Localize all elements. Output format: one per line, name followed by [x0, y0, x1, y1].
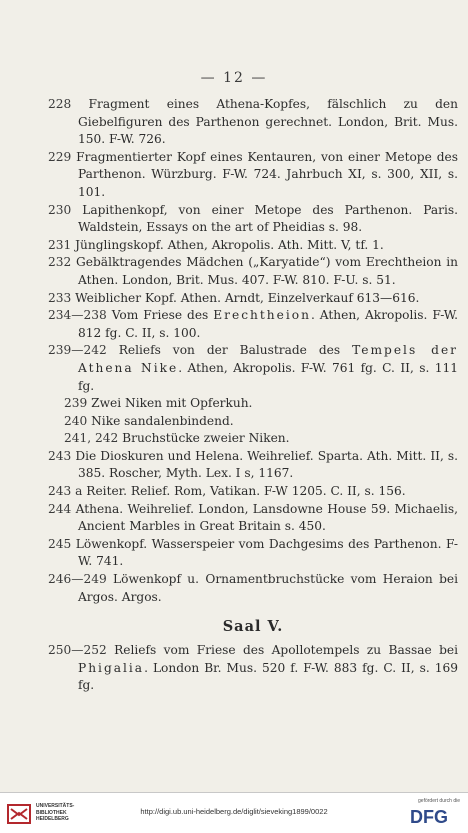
entry-text: Löwenkopf. Wasserspeier vom Dachgesims des Parthenon. F-W. 741. — [75, 536, 458, 569]
catalog-entry — [48, 96, 458, 149]
entry-number: 246—249 — [48, 572, 107, 587]
entry-text-start: Reliefs vom Friese des Apollotempels zu Bassae bei — [114, 643, 458, 658]
entry-text-end: . London Br. Mus. 520 f. F-W. 883 fg. C. II, s. 169 fg. — [78, 660, 458, 693]
entry-text-end: . Athen, Akropolis. F-W. 761 fg. C. II, s. 111 fg. — [78, 360, 458, 393]
entry-number: 244 — [48, 501, 72, 516]
permalink-url[interactable]: http://digi.ub.uni-heidelberg.de/diglit/sieveking1899/0022 — [140, 807, 328, 816]
catalog-entry — [48, 483, 458, 501]
dfg-logo-text: DFG — [410, 807, 448, 826]
entry-text: Fragment eines Athena-Kopfes, fälschlich zu den Giebelfiguren des Parthenon gerechnet. London, Brit. Mus. 150. F-W. 726. — [78, 97, 458, 147]
entry-text: Fragmentierter Kopf eines Kentauren, von einer Metope des Parthenon. Würzburg. F-W. 724. Jahrbuch XI, s. 300, XII, s. 101. — [76, 149, 458, 199]
entry-text: Jünglingskopf. Athen, Akropolis. Ath. Mitt. V, tf. 1. — [75, 237, 384, 252]
entry-text: Gebälktragendes Mädchen („Karyatide“) vom Erechtheion in Athen. London, Brit. Mus. 407. F-W. 810. F-U. s. 51. — [76, 255, 459, 287]
entries-group-before — [48, 96, 458, 307]
entry-text: Weiblicher Kopf. Athen. Arndt, Einzelverkauf 613—616. — [75, 290, 420, 305]
catalog-entry-234 — [48, 307, 458, 342]
catalog-entry — [48, 571, 458, 606]
catalog-entry — [48, 237, 458, 255]
entry-text: Lapithenkopf, von einer Metope des Parthenon. Paris. Waldstein, Essays on the art of Pheidias s. 98. — [78, 202, 458, 235]
entry-number: 239 — [64, 396, 88, 411]
entry-spaced-name: Erechtheion — [213, 308, 311, 323]
entry-number: 245 — [48, 536, 72, 551]
viewer-footer — [0, 792, 468, 833]
catalog-entry — [48, 536, 458, 571]
entry-text: Löwenkopf u. Ornamentbruchstücke vom Heraion bei Argos. Argos. — [78, 572, 458, 604]
entry-number: 243 — [48, 448, 72, 463]
entry-number: 233 — [48, 290, 72, 305]
entry-spaced-name: Phigalia — [78, 660, 145, 675]
entry-text: Die Dioskuren und Helena. Weihrelief. Sparta. Ath. Mitt. II, s. 385. Roscher, Myth. Lex. I s, 1167. — [75, 448, 459, 481]
catalog-sub-entry — [48, 395, 458, 413]
library-name: UNIVERSITÄTS- BIBLIOTHEK HEIDELBERG — [36, 803, 75, 822]
entry-number: 229 — [48, 149, 72, 164]
entry-number: 250—252 — [48, 643, 107, 658]
catalog-entry-239 — [48, 342, 458, 395]
catalog-entries — [48, 96, 458, 695]
funding-label: gefördert durch die — [418, 798, 460, 804]
entry-number: 234—238 — [48, 308, 107, 323]
entry-spaced-name: Tempels der Athena Nike — [78, 343, 458, 375]
catalog-entry — [48, 501, 458, 536]
entry-text: Zwei Niken mit Opferkuh. — [91, 396, 253, 411]
entry-number: 230 — [48, 202, 72, 217]
catalog-entry — [48, 448, 458, 483]
entry-number: 232 — [48, 255, 72, 270]
entry-number: 231 — [48, 237, 72, 252]
entry-text: Bruchstücke zweier Niken. — [122, 431, 290, 446]
entry-number: 228 — [48, 97, 72, 111]
entry-number: 240 — [64, 413, 88, 428]
section-heading: Saal V. — [222, 618, 284, 636]
catalog-entry — [48, 149, 458, 202]
catalog-entry-250 — [48, 642, 458, 695]
entry-text: Reiter. Relief. Rom, Vatikan. F-W 1205. C. II, s. 156. — [86, 484, 406, 499]
entry-text: Nike sandalenbindend. — [91, 413, 234, 428]
sub-entries — [48, 395, 458, 448]
entry-number: 243 a — [48, 484, 83, 499]
catalog-entry — [48, 254, 458, 289]
entry-text-start: Vom Friese des — [111, 308, 214, 323]
catalog-sub-entry — [48, 413, 458, 431]
entry-number: 239—242 — [48, 343, 107, 358]
entries-group-after — [48, 448, 458, 606]
entry-text: Athena. Weihrelief. London, Lansdowne House 59. Michaelis, Ancient Marbles in Great Britain s. 450. — [75, 501, 458, 534]
dfg-logo-icon[interactable] — [410, 806, 460, 826]
catalog-entry — [48, 202, 458, 237]
catalog-sub-entry — [48, 430, 458, 448]
page-number: — 12 — — [200, 70, 268, 86]
catalog-entry — [48, 290, 458, 308]
entry-text-start: Reliefs von der Balustrade des — [118, 343, 353, 358]
entry-number: 241, 242 — [64, 431, 119, 446]
entry-text-end: . Athen, Akropolis. F-W. 812 fg. C. II, s. 100. — [78, 308, 459, 340]
